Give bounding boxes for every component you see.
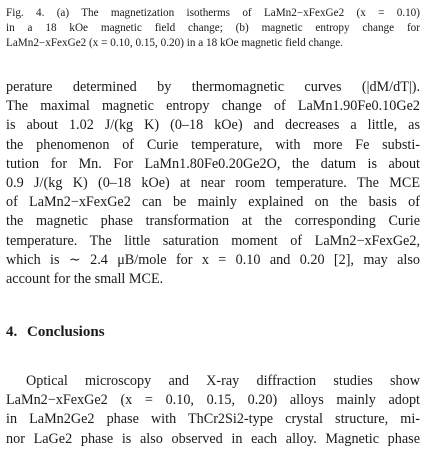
conclusions-line: in LaMn2Ge2 phase with ThCr2Si2-type crystal structure, mi-	[6, 411, 420, 428]
body-line: which is ∼ 2.4 μB/mole for x = 0.10 and 0.20 [2], may also	[6, 251, 420, 268]
caption-line: in a 18 kOe magnetic field change; (b) magnetic entropy change for	[6, 22, 420, 34]
conclusions-line: Optical microscopy and X-ray diffraction studies show	[26, 373, 420, 389]
conclusions-line: nor LaGe2 phase is also observed in each alloy. Magnetic phase	[6, 430, 420, 447]
body-line: account for the small MCE.	[6, 271, 164, 288]
conclusions-paragraph	[6, 372, 420, 449]
body-line: is about 1.02 J/(kg K) (0–18 kOe) and decreases a little, as	[6, 117, 420, 134]
section-title: Conclusions	[27, 324, 105, 340]
body-line: perature determined by thermomagnetic curves (|dM/dT|).	[6, 79, 420, 95]
body-line: tution for Mn. For LaMn1.80Fe0.20Ge2O, the datum is about	[6, 155, 420, 172]
body-line: temperature. The little saturation moment of LaMn2−xFexGe2,	[6, 232, 420, 249]
conclusions-line: LaMn2−xFexGe2 (x = 0.10, 0.15, 0.20) alloys mainly adopt	[6, 392, 420, 409]
body-line: The maximal magnetic entropy change of LaMn1.90Fe0.10Ge2	[6, 98, 420, 115]
body-line: of LaMn2−xFexGe2 can be mainly explained on the basis of	[6, 194, 420, 211]
section-heading	[6, 322, 105, 342]
body-line: 0.9 J/(kg K) (0–18 kOe) at near room temperature. The MCE	[6, 175, 420, 192]
body-line: the magnetic phase transformation at the corresponding Curie	[6, 213, 420, 230]
paper-page	[6, 0, 420, 450]
caption-line: LaMn2−xFexGe2 (x = 0.10, 0.15, 0.20) in a 18 kOe magnetic field change.	[6, 37, 343, 49]
section-number: 4.	[6, 324, 18, 340]
body-paragraph	[6, 78, 420, 289]
caption-line: Fig. 4. (a) The magnetization isotherms of LaMn2−xFexGe2 (x = 0.10)	[6, 7, 420, 19]
figure-caption	[6, 6, 420, 51]
body-line: the phenomenon of Curie temperature, with more Fe substi-	[6, 136, 420, 153]
